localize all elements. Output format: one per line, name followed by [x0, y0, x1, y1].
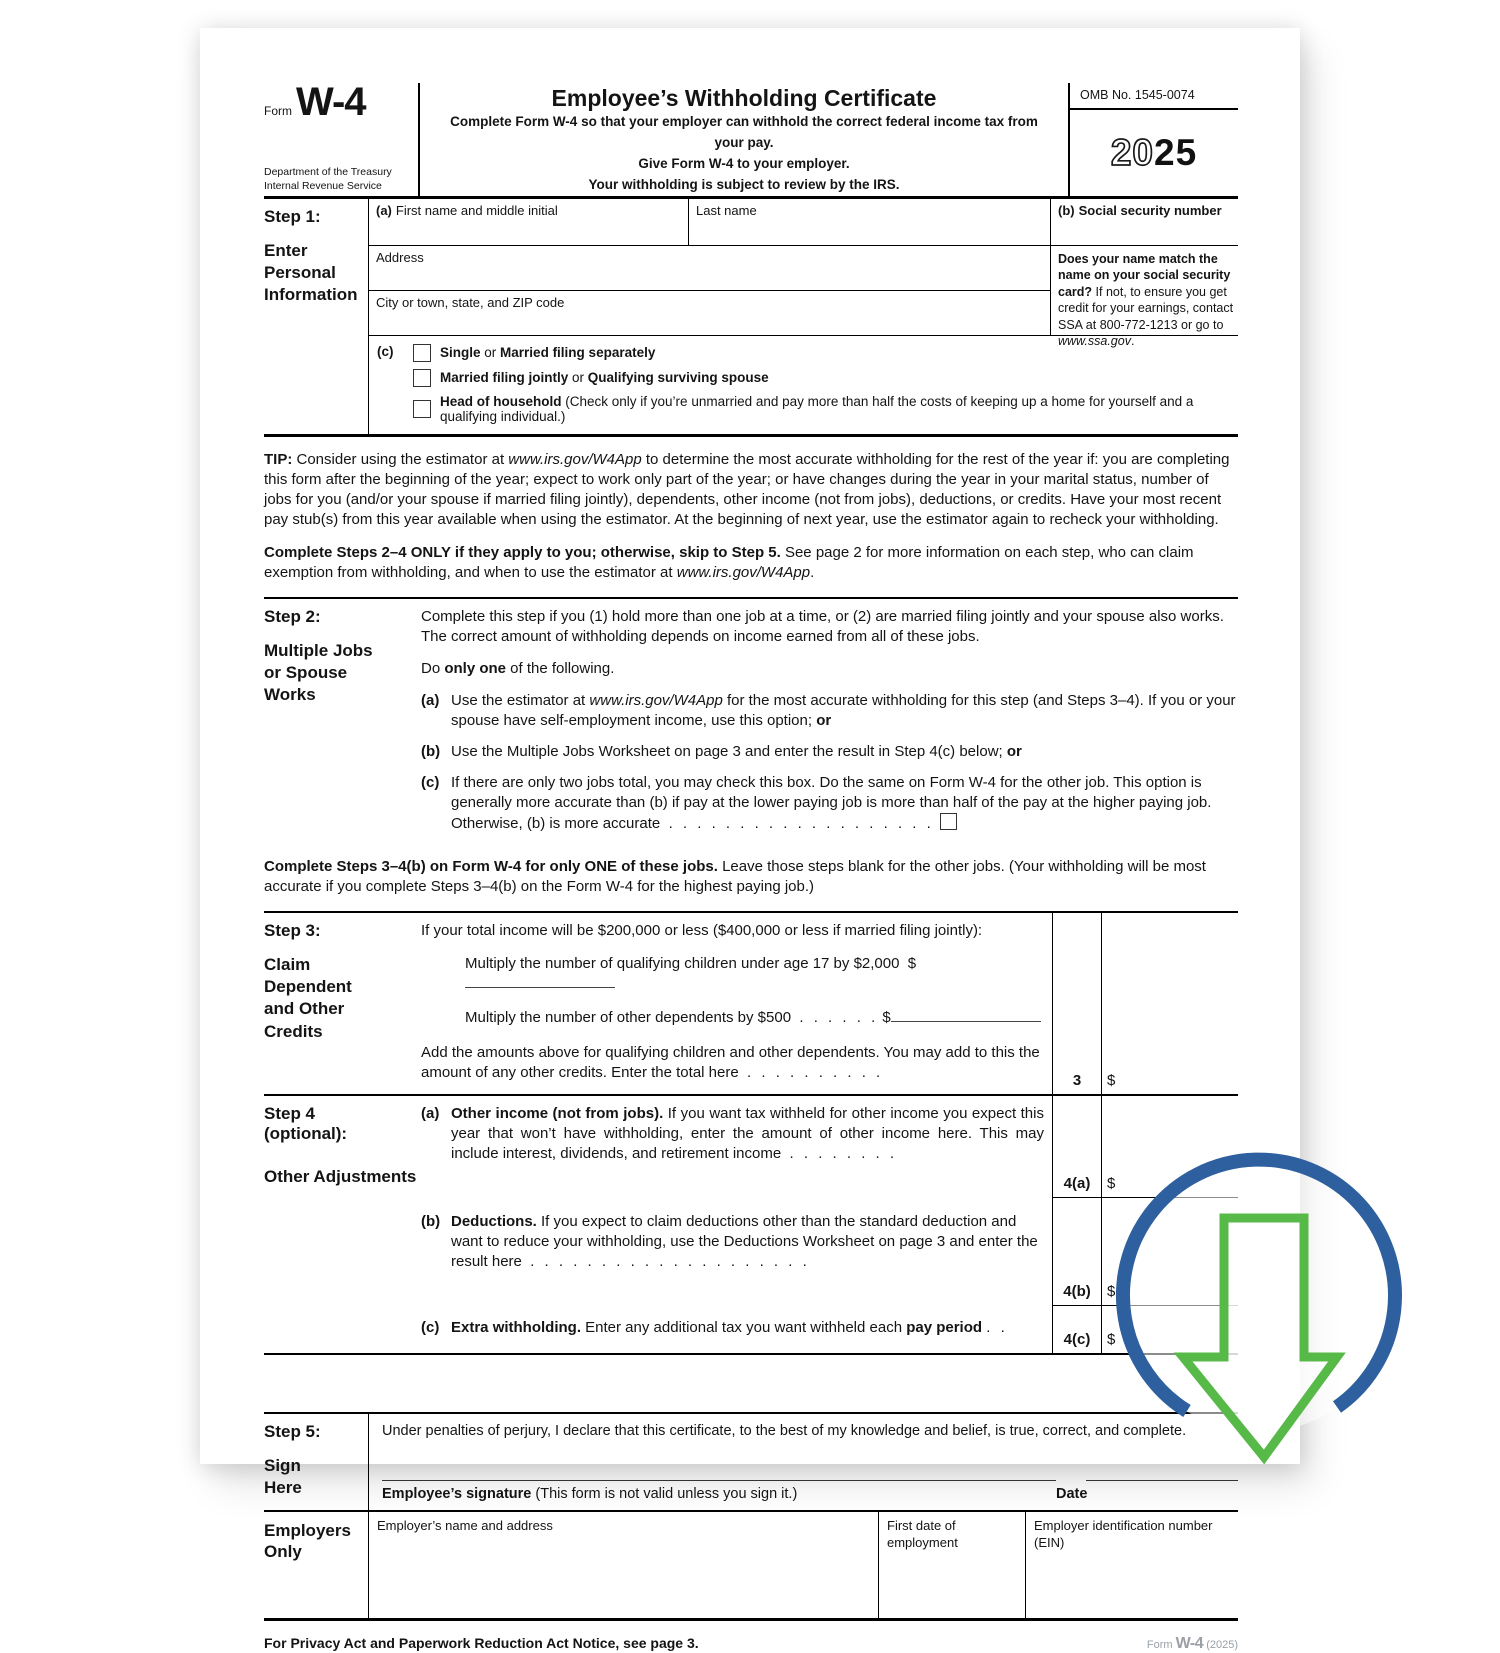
- step3-children-dollar-sign: $: [907, 955, 917, 973]
- step1-sublabel: Enter Personal Information: [264, 240, 358, 304]
- step3-dependents-dollar-sign: $: [882, 1008, 891, 1026]
- step3-label: Step 3:: [264, 921, 321, 941]
- ssa-note-text: If not, to ensure you get credit for your earnings, contact SSA at 800-772-1213 or go to: [1058, 284, 1234, 332]
- single-checkbox[interactable]: [413, 344, 431, 362]
- step1-label-block: [264, 199, 368, 434]
- step4a-line-number: [1052, 1096, 1102, 1198]
- step3-dependents-dot-leader: . . . . . .: [799, 1008, 879, 1026]
- step2-a-or: or: [816, 711, 832, 729]
- steps-3-4b-paragraph: [264, 857, 1238, 897]
- employer-name-address-field[interactable]: [368, 1512, 878, 1618]
- first-name-label: First name and middle initial: [395, 202, 558, 218]
- step2-option-b-tag: (b): [421, 742, 441, 760]
- form-word: Form: [264, 104, 292, 118]
- perjury-statement: Under penalties of perjury, I declare that this certificate, to the best of my knowledge and belief, is true, correct, and complete.: [382, 1422, 1187, 1439]
- step2-option-a-tag: (a): [421, 691, 440, 709]
- step3-dependents-text: Multiply the number of other dependents by $500: [465, 1008, 792, 1026]
- step4a-bold: Other income (not from jobs).: [451, 1104, 664, 1122]
- step2-do: Do: [421, 660, 445, 678]
- tip-paragraph: [264, 450, 1238, 530]
- step4a-rest: If you want tax withheld for other income you expect this year that won’t have withholding, enter the amount of other income here. This may include interest, dividends, and retirement income: [451, 1104, 1044, 1163]
- step3-section: [264, 911, 1238, 1096]
- ssn-tag: (b): [1058, 202, 1075, 218]
- step4a-dollar-sign: $: [1107, 1174, 1116, 1192]
- step4b-line-number-text: 4(b): [1063, 1282, 1091, 1300]
- children-amount-blank[interactable]: [465, 974, 615, 988]
- step2-a-text-2: for the most accurate withholding for this step (and Steps 3–4). If you or your spouse have self-employment income, use this option;: [451, 691, 1236, 729]
- step2-section: [264, 597, 1238, 844]
- first-name-tag: (a): [376, 202, 392, 218]
- ssa-note-bold: Does your name match the name on your social security card?: [1058, 251, 1231, 299]
- footer-form-word: Form: [1146, 1638, 1176, 1651]
- step4c-tag: (c): [421, 1318, 440, 1336]
- agency-line1: Department of the Treasury: [264, 166, 392, 179]
- form-title: Employee’s Withholding Certificate: [551, 85, 937, 111]
- step3-children-line: [465, 954, 1048, 994]
- step4c-pay-period-bold: pay period: [906, 1318, 983, 1336]
- step5-label: Step 5:: [264, 1421, 321, 1441]
- step4a-tag: (a): [421, 1104, 440, 1122]
- step2-sublabel: Multiple Jobs or Spouse Works: [264, 641, 373, 705]
- tax-year: [1070, 110, 1238, 196]
- step5-label-block: [264, 1414, 368, 1510]
- ssa-note: [1051, 246, 1238, 349]
- step3-total-line: [421, 1043, 1048, 1083]
- step4c-bold: Extra withholding.: [451, 1318, 581, 1336]
- tax-year-outline: 20: [1110, 131, 1154, 173]
- employee-signature-line[interactable]: [382, 1479, 1056, 1481]
- step2-option-a-text: [451, 691, 1238, 731]
- first-date-employment-label: First date of employment: [887, 1517, 958, 1550]
- step3-total-dot-leader: . . . . . . . . . .: [747, 1063, 884, 1081]
- tax-year-solid: 25: [1154, 131, 1198, 173]
- filing-status-option-head-of-household: [413, 394, 1232, 424]
- step3-dollar-sign: $: [1107, 1071, 1116, 1089]
- step3-children-text: Multiply the number of qualifying children under age 17 by $2,000: [465, 955, 900, 973]
- privacy-act-notice: For Privacy Act and Paperwork Reduction Act Notice, see page 3.: [264, 1634, 699, 1651]
- form-footer: [264, 1635, 1238, 1653]
- form-subtitle-1: Complete Form W-4 so that your employer can withhold the correct federal income tax from your pay.: [450, 114, 1038, 150]
- step3-label-block: [264, 913, 421, 1094]
- ssn-label: Social security number: [1078, 202, 1222, 218]
- step4b-text: [451, 1212, 1044, 1306]
- form-subtitle-3: Your withholding is subject to review by the IRS.: [588, 176, 900, 192]
- step4c-content: [421, 1306, 1052, 1353]
- step4b-dollar-sign: $: [1107, 1282, 1116, 1300]
- footer-form-year: (2025): [1203, 1638, 1238, 1651]
- filing-status-option-married-jointly: [413, 369, 1232, 387]
- step2-label-block: [264, 607, 421, 834]
- step2-b-text: Use the Multiple Jobs Worksheet on page 3 and enter the result in Step 4(c) below;: [451, 742, 1007, 760]
- step3-total-text: Add the amounts above for qualifying children and other dependents. You may add to this the amount of any other credits. Enter the total here: [421, 1043, 1040, 1081]
- surviving-spouse-label-bold: Qualifying surviving spouse: [587, 370, 769, 386]
- step2-following: of the following.: [506, 660, 615, 678]
- married-jointly-label: [440, 370, 769, 385]
- step1-section: [264, 196, 1238, 437]
- form-id-block: [264, 80, 420, 196]
- single-label-or: or: [480, 345, 501, 361]
- first-date-employment-field[interactable]: [878, 1512, 1025, 1618]
- steps-2-4-end: .: [810, 564, 815, 582]
- estimator-url-2[interactable]: www.irs.gov/W4App: [676, 564, 811, 582]
- step4c-text: [451, 1318, 1044, 1353]
- step2-a-text-1: Use the estimator at: [451, 691, 590, 709]
- step4b-tag: (b): [421, 1212, 441, 1230]
- tip-text-1: Consider using the estimator at: [292, 450, 509, 468]
- married-jointly-checkbox[interactable]: [413, 369, 431, 387]
- last-name-label: Last name: [696, 202, 757, 218]
- step3-body: [421, 913, 1052, 1094]
- steps-2-4-bold: Complete Steps 2–4 ONLY if they apply to you; otherwise, skip to Step 5.: [264, 544, 781, 562]
- tip-text-2: to determine the most accurate withholding for the rest of the year if: you are completing this form after the beginning of the year; expect to work only part of the year; or have changes during the year in your marital status, number of jobs for you (and/or your spouse if married filing jointly), dependents, other income (not from jobs), deductions, or credits. Have your most recent pay stub(s) from this year available when using the estimator. At the beginning of next year, use the estimator again to recheck your withholding.: [264, 450, 1230, 528]
- step2-do-only-one: [421, 659, 1238, 679]
- estimator-url-3[interactable]: www.irs.gov/W4App: [589, 691, 723, 709]
- step2-only-one-bold: only one: [444, 660, 507, 678]
- step4b-dot-leader: . . . . . . . . . . . . . . . . . . . .: [530, 1253, 810, 1271]
- tip-bold: TIP:: [264, 450, 293, 468]
- step4-sublabel: Other Adjustments: [264, 1166, 417, 1186]
- omb-year-block: [1068, 83, 1238, 196]
- head-of-household-label-rest: (Check only if you’re unmarried and pay more than half the costs of keeping up a home for yourself and a qualifying individual.): [440, 393, 1194, 424]
- form-header: [264, 80, 1238, 196]
- step2-intro: Complete this step if you (1) hold more than one job at a time, or (2) are married filing jointly and your spouse also works. The correct amount of withholding depends on income earned from all of these jobs.: [421, 608, 1224, 646]
- filing-status-row: [369, 336, 1238, 434]
- omb-number: OMB No. 1545-0074: [1070, 83, 1238, 110]
- step5-sublabel: Sign Here: [264, 1455, 302, 1497]
- step3-intro: If your total income will be $200,000 or less ($400,000 or less if married filing jointly):: [421, 922, 983, 940]
- filing-status-option-single: [413, 344, 1232, 362]
- step2-c-dot-leader: . . . . . . . . . . . . . . . . . . .: [668, 815, 934, 832]
- step4c-dollar-sign: $: [1107, 1330, 1116, 1348]
- address-field[interactable]: [369, 246, 1051, 291]
- estimator-url[interactable]: www.irs.gov/W4App: [508, 450, 642, 468]
- form-title-block: [420, 83, 1068, 196]
- signature-labels-row: [382, 1486, 1238, 1502]
- form-footer-id: [1147, 1635, 1238, 1653]
- step4-label: Step 4: [264, 1103, 316, 1123]
- single-label-bold: Single: [440, 345, 481, 361]
- step2-option-c-tag: (c): [421, 773, 440, 791]
- step4b-rest: If you expect to claim deductions other than the standard deduction and want to reduce your withholding, use the Deductions Worksheet on page 3 and enter the result here: [451, 1212, 1038, 1271]
- employee-signature-label-bold: Employee’s signature: [382, 1485, 532, 1502]
- step4c-mid: Enter any additional tax you want withheld each: [581, 1318, 907, 1336]
- step4a-dot-leader: . . . . . . . .: [789, 1145, 898, 1163]
- footer-form-number: W-4: [1175, 1634, 1204, 1652]
- form-subtitle-2: Give Form W-4 to your employer.: [638, 155, 850, 171]
- step2-option-b: [421, 742, 1238, 762]
- employers-only-label-block: [264, 1512, 368, 1618]
- steps-3-4b-bold: Complete Steps 3–4(b) on Form W-4 for only ONE of these jobs.: [264, 858, 718, 876]
- step2-body: [421, 607, 1238, 834]
- agency-name: [264, 166, 412, 192]
- step2-option-b-text: [451, 742, 1238, 762]
- employee-signature-label-rest: (This form is not valid unless you sign it.): [531, 1485, 798, 1502]
- step4b-content: [421, 1198, 1052, 1306]
- step4b-line-number: [1052, 1198, 1102, 1306]
- employers-only-section: [264, 1512, 1238, 1621]
- step3-sublabel: Claim Dependent and Other Credits: [264, 955, 352, 1041]
- step3-amount-field[interactable]: [1102, 913, 1238, 1094]
- single-label: [440, 345, 655, 360]
- steps-2-4-paragraph: [264, 543, 1238, 583]
- head-of-household-label-bold: Head of household: [440, 393, 562, 409]
- step2-label: Step 2:: [264, 607, 321, 627]
- filing-status-tag: (c): [377, 343, 394, 359]
- step4a-text: [451, 1104, 1044, 1198]
- download-icon[interactable]: [1113, 1143, 1417, 1495]
- two-jobs-checkbox[interactable]: [940, 813, 957, 830]
- step4a-line-number-text: 4(a): [1063, 1174, 1091, 1192]
- step3-line-number-text: 3: [1072, 1071, 1082, 1089]
- step4a-content: [421, 1096, 1052, 1198]
- ssa-note-end: .: [1130, 334, 1135, 349]
- head-of-household-checkbox[interactable]: [413, 400, 431, 418]
- form-number-line: [264, 80, 412, 124]
- step5-body: [368, 1414, 1238, 1510]
- married-separately-label-bold: Married filing separately: [500, 345, 656, 361]
- ein-label: Employer identification number (EIN): [1034, 1517, 1213, 1550]
- employee-signature-label: [382, 1486, 1056, 1502]
- married-jointly-label-bold: Married filing jointly: [440, 370, 569, 386]
- step2-b-or: or: [1006, 742, 1022, 760]
- city-state-zip-label: City or town, state, and ZIP code: [376, 294, 565, 310]
- step5-section: [264, 1412, 1238, 1512]
- ein-field[interactable]: [1025, 1512, 1238, 1618]
- ssa-website-link[interactable]: www.ssa.gov: [1058, 334, 1131, 349]
- last-name-field[interactable]: [689, 199, 1051, 246]
- step1-fields: [368, 199, 1238, 434]
- steps-2-4-text: See page 2 for more information on each step, who can claim exemption from withholding, and when to use the estimator at: [264, 544, 1194, 582]
- step2-c-text: If there are only two jobs total, you may check this box. Do the same on Form W-4 for the other job. This option is generally more accurate than (b) if pay at the lower paying job is more than half of the pay at the higher paying job. Otherwise, (b) is more accurate: [451, 773, 1212, 832]
- head-of-household-label: [440, 394, 1232, 424]
- employer-name-address-label: Employer’s name and address: [377, 1517, 553, 1533]
- ssn-field[interactable]: [1051, 199, 1238, 246]
- step4-section: [264, 1096, 1238, 1355]
- city-state-zip-field[interactable]: [369, 291, 1051, 336]
- step4c-dot-leader: . .: [986, 1318, 1008, 1336]
- signature-line-row: [382, 1479, 1238, 1481]
- step1-label: Step 1:: [264, 206, 321, 226]
- employers-only-label: Employers Only: [264, 1520, 351, 1562]
- step4-label-block: [264, 1096, 421, 1353]
- agency-line2: Internal Revenue Service: [264, 179, 382, 192]
- step4b-bold: Deductions.: [451, 1212, 537, 1230]
- step4c-line-number: [1052, 1306, 1102, 1353]
- step3-dependents-line: [465, 1008, 1048, 1028]
- step3-line-number: [1052, 913, 1102, 1094]
- step4-label-optional: (optional):: [264, 1123, 348, 1143]
- date-label: Date: [1056, 1485, 1088, 1502]
- form-number: W-4: [296, 80, 366, 124]
- step2-option-a: [421, 691, 1238, 731]
- step2-option-c-text: [451, 773, 1238, 834]
- married-jointly-label-or: or: [568, 370, 588, 386]
- step2-option-c: [421, 773, 1238, 834]
- dependents-amount-blank[interactable]: [891, 1008, 1041, 1022]
- first-name-field[interactable]: [369, 199, 689, 246]
- steps-3-4b-text: Leave those steps blank for the other jobs. (Your withholding will be most accurate if you complete Steps 3–4(b) on the Form W-4 for the highest paying job.): [264, 858, 1206, 896]
- address-label: Address: [376, 249, 424, 265]
- step4c-line-number-text: 4(c): [1063, 1330, 1091, 1348]
- filing-status-options: [413, 344, 1232, 424]
